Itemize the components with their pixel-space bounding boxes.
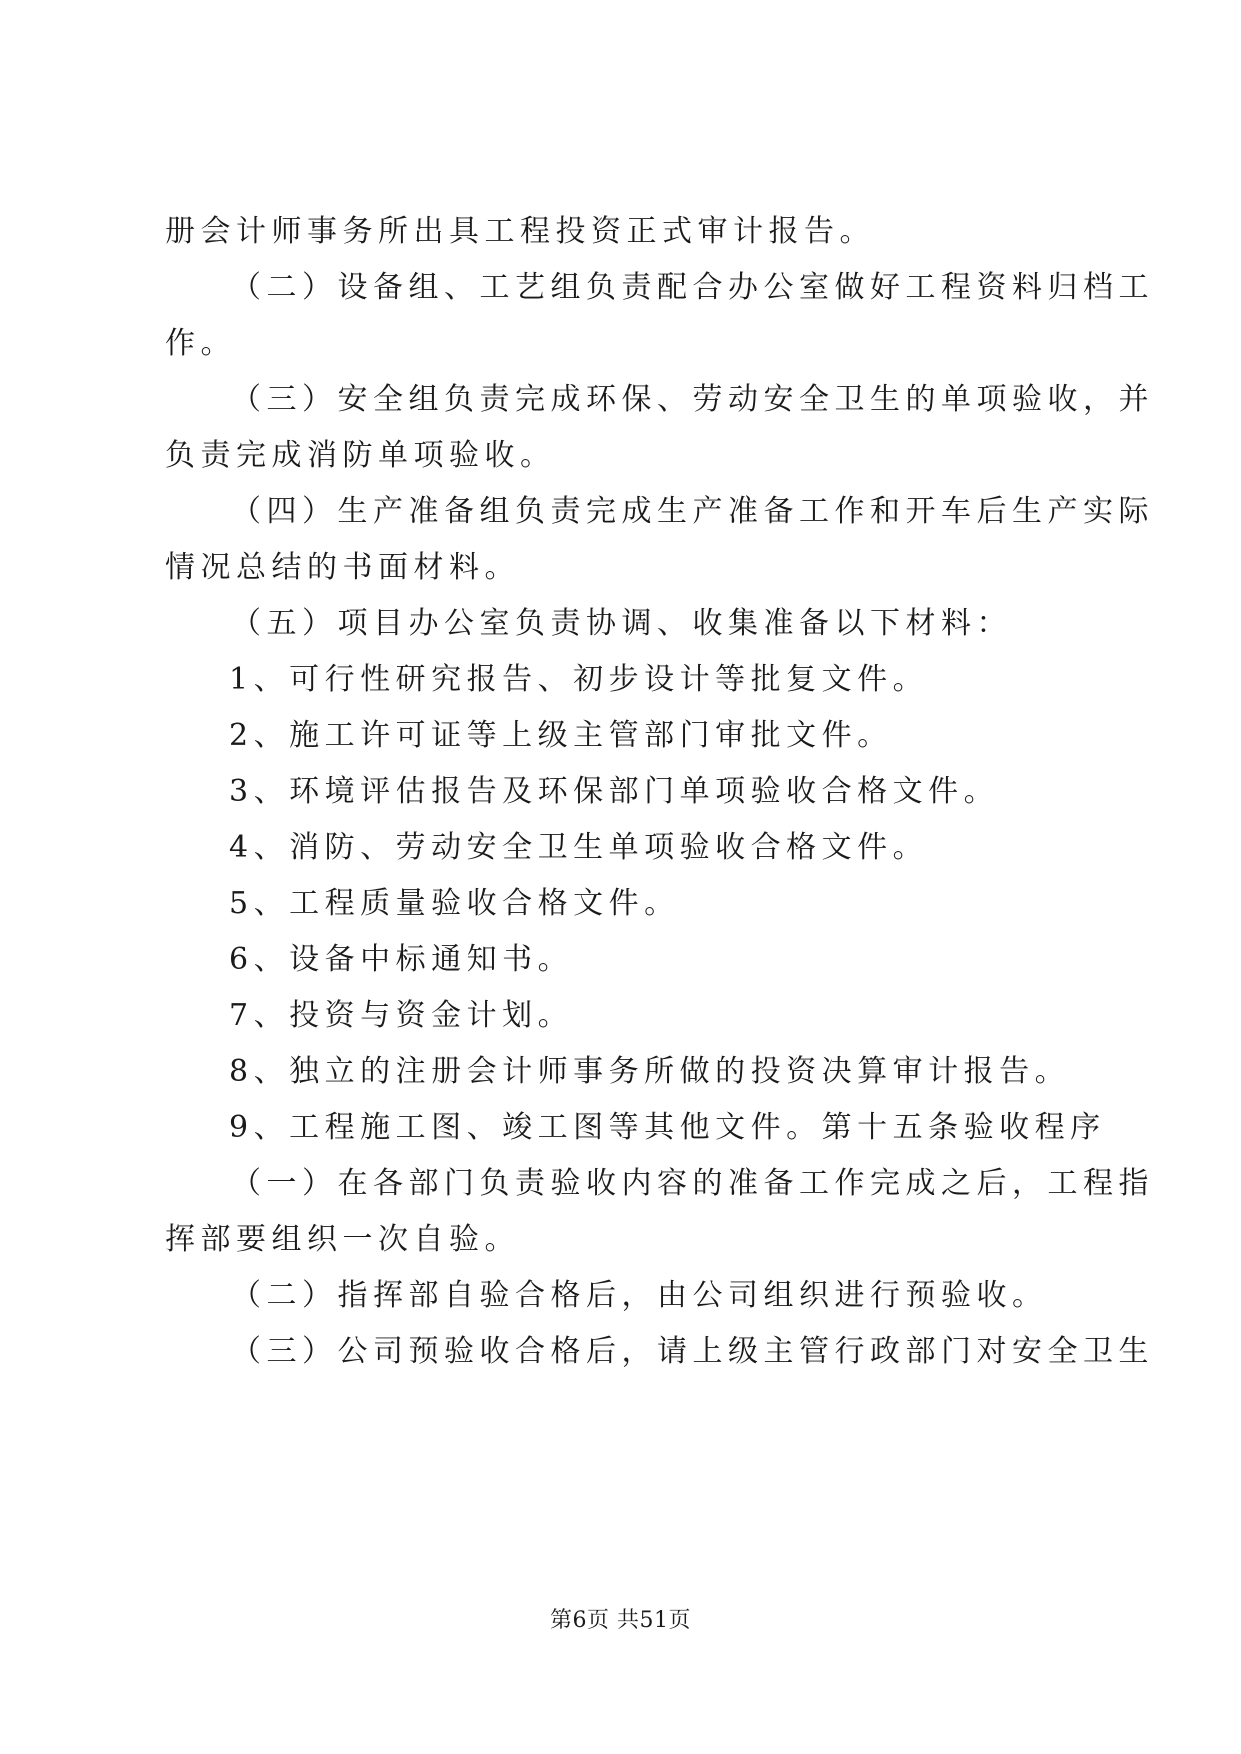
text-line: （二）指挥部自验合格后，由公司组织进行预验收。 xyxy=(231,1278,1048,1313)
text-line: 作。 xyxy=(165,326,236,361)
text-line: （二）设备组、工艺组负责配合办公室做好工程资料归档工 xyxy=(231,270,1154,305)
text-line: （三）安全组负责完成环保、劳动安全卫生的单项验收，并 xyxy=(231,382,1154,417)
list-item: 1、可行性研究报告、初步设计等批复文件。 xyxy=(229,662,929,697)
list-item: 4、消防、劳动安全卫生单项验收合格文件。 xyxy=(229,830,929,865)
text-line: 册会计师事务所出具工程投资正式审计报告。 xyxy=(165,214,875,249)
text-line: 负责完成消防单项验收。 xyxy=(165,438,556,473)
text-line: （三）公司预验收合格后，请上级主管行政部门对安全卫生 xyxy=(231,1334,1154,1369)
list-item: 2、施工许可证等上级主管部门审批文件。 xyxy=(229,718,893,753)
list-item: 7、投资与资金计划。 xyxy=(229,998,574,1033)
text-line: （四）生产准备组负责完成生产准备工作和开车后生产实际 xyxy=(231,494,1154,529)
list-item: 8、独立的注册会计师事务所做的投资决算审计报告。 xyxy=(229,1054,1071,1089)
list-item: 5、工程质量验收合格文件。 xyxy=(229,886,680,921)
text-line: 挥部要组织一次自验。 xyxy=(165,1222,520,1257)
text-line: （一）在各部门负责验收内容的准备工作完成之后，工程指 xyxy=(231,1166,1154,1201)
list-item: 9、工程施工图、竣工图等其他文件。第十五条验收程序 xyxy=(229,1110,1106,1145)
text-line: 情况总结的书面材料。 xyxy=(165,550,520,585)
list-item: 6、设备中标通知书。 xyxy=(229,942,574,977)
text-line: （五）项目办公室负责协调、收集准备以下材料： xyxy=(231,606,1012,641)
list-item: 3、环境评估报告及环保部门单项验收合格文件。 xyxy=(229,774,1000,809)
page-number-footer: 第6页 共51页 xyxy=(550,1608,691,1633)
